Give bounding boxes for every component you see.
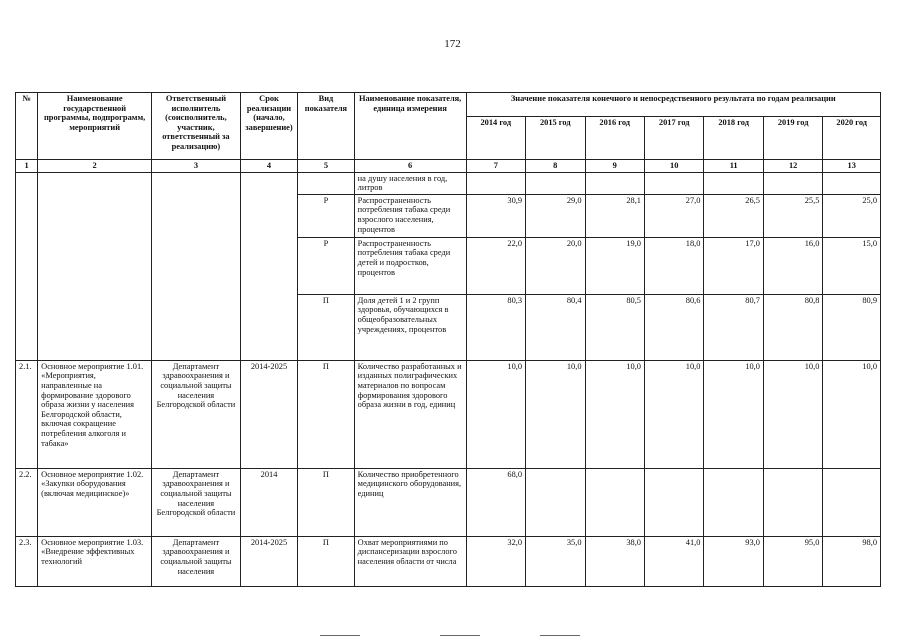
row-term: 2014-2025 bbox=[240, 360, 297, 468]
indicator-name: Количество разработанных и изданных полиграфических материалов по вопросам формирования здорового образа жизни в год, единиц bbox=[354, 360, 466, 468]
value-cell: 35,0 bbox=[526, 536, 585, 586]
indicator-type: Р bbox=[298, 237, 354, 294]
header-indicator-name: Наименование показателя, единица измерения bbox=[354, 93, 466, 160]
column-number: 12 bbox=[763, 160, 822, 173]
table-row bbox=[16, 468, 881, 536]
scan-mark bbox=[440, 635, 480, 636]
table-row bbox=[16, 536, 881, 586]
value-cell: 41,0 bbox=[644, 536, 703, 586]
value-cell: 20,0 bbox=[526, 237, 585, 294]
value-cell bbox=[763, 468, 822, 536]
value-cell: 38,0 bbox=[585, 536, 644, 586]
row-name: Основное мероприятие 1.01. «Мероприятия, направленные на формирование здорового образа жизни у населения Белгородской области, включая сокращение потребления алкоголя и табака» bbox=[38, 360, 152, 468]
row-executor: Департамент здравоохранения и социальной защиты населения bbox=[152, 536, 241, 586]
header-year: 2014 год bbox=[466, 117, 525, 160]
row-executor: Департамент здравоохранения и социальной защиты населения Белгородской области bbox=[152, 468, 241, 536]
value-cell bbox=[585, 172, 644, 194]
table-row bbox=[16, 172, 881, 194]
value-cell: 80,8 bbox=[763, 294, 822, 360]
value-cell bbox=[466, 172, 525, 194]
value-cell: 15,0 bbox=[823, 237, 881, 294]
value-cell: 80,5 bbox=[585, 294, 644, 360]
value-cell: 10,0 bbox=[585, 360, 644, 468]
header-name: Наименование государственной программы, подпрограмм, мероприятий bbox=[38, 93, 152, 160]
scan-mark bbox=[540, 635, 580, 636]
row-term: 2014-2025 bbox=[240, 536, 297, 586]
indicator-type bbox=[298, 172, 354, 194]
column-number: 5 bbox=[298, 160, 354, 173]
indicator-type: Р bbox=[298, 194, 354, 237]
row-executor: Департамент здравоохранения и социальной защиты населения Белгородской области bbox=[152, 360, 241, 468]
header-year: 2019 год bbox=[763, 117, 822, 160]
value-cell: 10,0 bbox=[763, 360, 822, 468]
column-number-row bbox=[16, 160, 881, 173]
indicator-type: П bbox=[298, 536, 354, 586]
row-name bbox=[38, 172, 152, 360]
indicator-name: Количество приобретенного медицинского оборудования, единиц bbox=[354, 468, 466, 536]
row-number: 2.3. bbox=[16, 536, 38, 586]
header-year: 2020 год bbox=[823, 117, 881, 160]
value-cell: 25,5 bbox=[763, 194, 822, 237]
header-term: Срок реализации (начало, завершение) bbox=[240, 93, 297, 160]
value-cell: 30,9 bbox=[466, 194, 525, 237]
column-number: 8 bbox=[526, 160, 585, 173]
value-cell: 29,0 bbox=[526, 194, 585, 237]
value-cell: 28,1 bbox=[585, 194, 644, 237]
value-cell: 16,0 bbox=[763, 237, 822, 294]
value-cell: 95,0 bbox=[763, 536, 822, 586]
value-cell: 10,0 bbox=[704, 360, 763, 468]
column-number: 1 bbox=[16, 160, 38, 173]
indicator-name: Распространенность потребления табака среди детей и подростков, процентов bbox=[354, 237, 466, 294]
value-cell: 26,5 bbox=[704, 194, 763, 237]
row-term bbox=[240, 172, 297, 360]
header-indicator-type: Вид показателя bbox=[298, 93, 354, 160]
value-cell bbox=[704, 172, 763, 194]
value-cell bbox=[823, 468, 881, 536]
column-number: 11 bbox=[704, 160, 763, 173]
indicator-name: на душу населения в год, литров bbox=[354, 172, 466, 194]
value-cell: 80,4 bbox=[526, 294, 585, 360]
indicator-name: Доля детей 1 и 2 групп здоровья, обучающихся в общеобразовательных учреждениях, процентов bbox=[354, 294, 466, 360]
value-cell: 98,0 bbox=[823, 536, 881, 586]
column-number: 4 bbox=[240, 160, 297, 173]
value-cell bbox=[704, 468, 763, 536]
header-executor: Ответственный исполнитель (соисполнитель, участник, ответственный за реализацию) bbox=[152, 93, 241, 160]
indicator-type: П bbox=[298, 360, 354, 468]
column-number: 13 bbox=[823, 160, 881, 173]
value-cell: 18,0 bbox=[644, 237, 703, 294]
value-cell: 80,9 bbox=[823, 294, 881, 360]
column-number: 10 bbox=[644, 160, 703, 173]
value-cell: 25,0 bbox=[823, 194, 881, 237]
value-cell: 27,0 bbox=[644, 194, 703, 237]
value-cell: 10,0 bbox=[526, 360, 585, 468]
indicator-name: Распространенность потребления табака среди взрослого населения, процентов bbox=[354, 194, 466, 237]
value-cell: 22,0 bbox=[466, 237, 525, 294]
row-number bbox=[16, 172, 38, 360]
indicator-name: Охват мероприятиями по диспансеризации взрослого населения области от числа bbox=[354, 536, 466, 586]
row-term: 2014 bbox=[240, 468, 297, 536]
row-name: Основное мероприятие 1.02. «Закупки оборудования (включая медицинское)» bbox=[38, 468, 152, 536]
column-number: 2 bbox=[38, 160, 152, 173]
column-number: 9 bbox=[585, 160, 644, 173]
value-cell: 17,0 bbox=[704, 237, 763, 294]
value-cell: 19,0 bbox=[585, 237, 644, 294]
value-cell bbox=[763, 172, 822, 194]
value-cell bbox=[526, 468, 585, 536]
row-executor bbox=[152, 172, 241, 360]
row-number: 2.1. bbox=[16, 360, 38, 468]
indicators-table bbox=[15, 92, 881, 587]
column-number: 7 bbox=[466, 160, 525, 173]
header-no: № bbox=[16, 93, 38, 160]
value-cell: 80,3 bbox=[466, 294, 525, 360]
header-values-group: Значение показателя конечного и непосредственного результата по годам реализации bbox=[466, 93, 880, 117]
value-cell: 93,0 bbox=[704, 536, 763, 586]
value-cell bbox=[644, 172, 703, 194]
scan-mark bbox=[320, 635, 360, 636]
value-cell: 10,0 bbox=[644, 360, 703, 468]
value-cell: 80,7 bbox=[704, 294, 763, 360]
value-cell bbox=[526, 172, 585, 194]
page-number: 172 bbox=[444, 38, 461, 50]
indicator-type: П bbox=[298, 294, 354, 360]
value-cell bbox=[585, 468, 644, 536]
value-cell: 68,0 bbox=[466, 468, 525, 536]
column-number: 3 bbox=[152, 160, 241, 173]
header-year: 2017 год bbox=[644, 117, 703, 160]
value-cell bbox=[644, 468, 703, 536]
header-year: 2015 год bbox=[526, 117, 585, 160]
value-cell bbox=[823, 172, 881, 194]
value-cell: 80,6 bbox=[644, 294, 703, 360]
value-cell: 10,0 bbox=[466, 360, 525, 468]
indicator-type: П bbox=[298, 468, 354, 536]
header-year: 2016 год bbox=[585, 117, 644, 160]
table-row bbox=[16, 360, 881, 468]
column-number: 6 bbox=[354, 160, 466, 173]
value-cell: 10,0 bbox=[823, 360, 881, 468]
row-number: 2.2. bbox=[16, 468, 38, 536]
value-cell: 32,0 bbox=[466, 536, 525, 586]
row-name: Основное мероприятие 1.03. «Внедрение эффективных технологий bbox=[38, 536, 152, 586]
header-year: 2018 год bbox=[704, 117, 763, 160]
